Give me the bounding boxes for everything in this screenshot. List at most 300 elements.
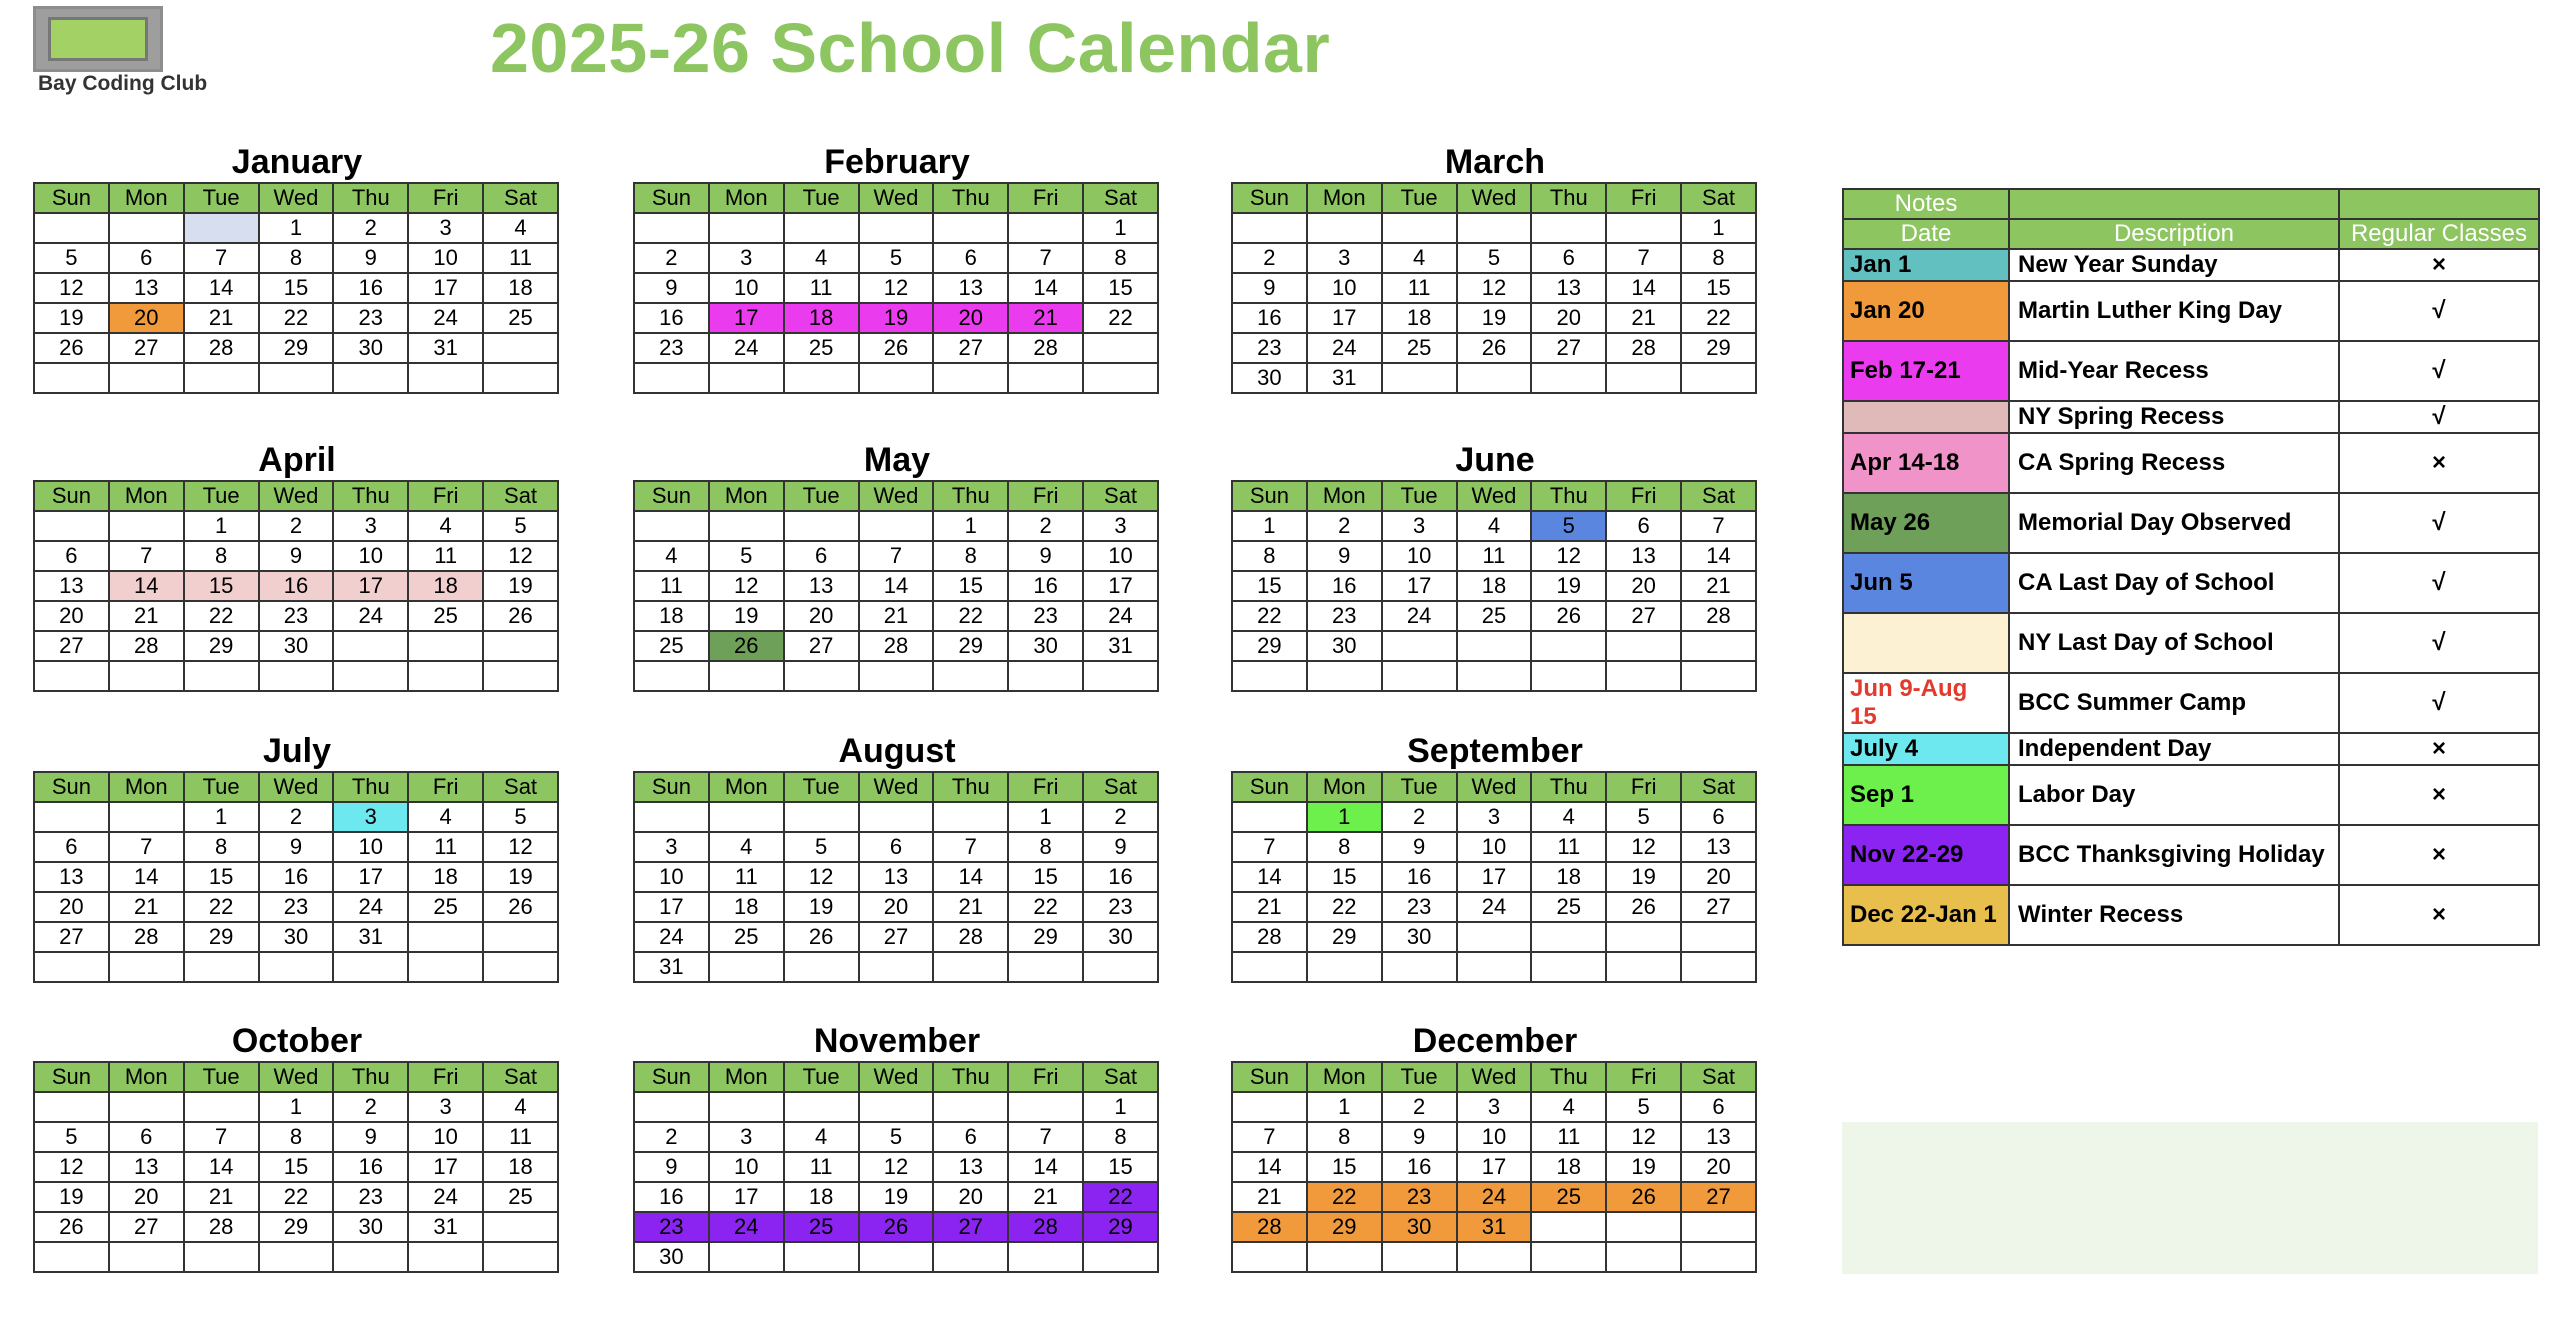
day-cell: 4 [408, 511, 483, 541]
day-cell: 12 [859, 273, 934, 303]
day-cell: 7 [1008, 243, 1083, 273]
day-cell: 15 [1008, 862, 1083, 892]
day-cell: 13 [34, 862, 109, 892]
legend-date: July 4 [1843, 733, 2009, 765]
day-cell: 26 [1606, 892, 1681, 922]
day-cell [784, 1092, 859, 1122]
month-title: July [262, 732, 332, 770]
weekday-header: Mon [109, 1062, 184, 1092]
weekday-header: Tue [184, 183, 259, 213]
day-cell: 23 [259, 892, 334, 922]
day-cell: 6 [1606, 511, 1681, 541]
month-table [1231, 480, 1757, 692]
day-cell: 8 [1232, 541, 1307, 571]
weekday-header: Wed [1457, 1062, 1532, 1092]
day-cell: 16 [1008, 571, 1083, 601]
day-cell [859, 213, 934, 243]
day-cell: 7 [1606, 243, 1681, 273]
day-cell: 24 [1382, 601, 1457, 631]
day-cell: 14 [184, 273, 259, 303]
day-cell: 16 [634, 1182, 709, 1212]
day-cell [634, 661, 709, 691]
day-cell: 30 [1382, 922, 1457, 952]
day-cell: 20 [34, 892, 109, 922]
day-cell: 16 [1382, 862, 1457, 892]
weekday-header: Fri [1008, 183, 1083, 213]
day-cell: 11 [634, 571, 709, 601]
day-cell: 17 [1382, 571, 1457, 601]
day-cell: 4 [1382, 243, 1457, 273]
month-january [33, 142, 561, 394]
weekday-header: Sat [1083, 481, 1158, 511]
day-cell: 6 [34, 541, 109, 571]
day-cell: 25 [634, 631, 709, 661]
day-cell: 20 [784, 601, 859, 631]
day-cell: 4 [784, 243, 859, 273]
day-cell [408, 922, 483, 952]
day-cell: 10 [408, 1122, 483, 1152]
day-cell: 26 [709, 631, 784, 661]
day-cell: 22 [1083, 1182, 1158, 1212]
weekday-header: Sun [34, 1062, 109, 1092]
day-cell: 13 [1606, 541, 1681, 571]
day-cell [1382, 213, 1457, 243]
day-cell: 23 [1382, 1182, 1457, 1212]
day-cell: 7 [1232, 1122, 1307, 1152]
day-cell: 20 [859, 892, 934, 922]
day-cell [1382, 1242, 1457, 1272]
day-cell [1382, 631, 1457, 661]
day-cell: 15 [184, 862, 259, 892]
day-cell [1008, 213, 1083, 243]
day-cell: 1 [1008, 802, 1083, 832]
day-cell: 9 [259, 541, 334, 571]
day-cell [109, 1092, 184, 1122]
day-cell [34, 952, 109, 982]
day-cell: 17 [1457, 1152, 1532, 1182]
day-cell: 18 [483, 273, 558, 303]
legend-notes-label: Notes [1843, 189, 2009, 219]
weekday-header: Fri [1008, 481, 1083, 511]
legend-description: CA Spring Recess [2009, 433, 2339, 493]
day-cell [1008, 661, 1083, 691]
weekday-header: Thu [1531, 481, 1606, 511]
weekday-header: Sun [1232, 183, 1307, 213]
day-cell: 12 [1606, 1122, 1681, 1152]
day-cell [1457, 213, 1532, 243]
day-cell: 21 [1606, 303, 1681, 333]
day-cell: 12 [483, 832, 558, 862]
day-cell: 18 [1382, 303, 1457, 333]
day-cell: 18 [1457, 571, 1532, 601]
day-cell: 1 [1681, 213, 1756, 243]
day-cell: 19 [34, 1182, 109, 1212]
day-cell [784, 661, 859, 691]
day-cell: 3 [333, 511, 408, 541]
day-cell: 6 [1681, 1092, 1756, 1122]
day-cell: 7 [859, 541, 934, 571]
legend-row [1843, 765, 2539, 825]
day-cell: 14 [1606, 273, 1681, 303]
weekday-header: Mon [109, 772, 184, 802]
day-cell: 11 [709, 862, 784, 892]
weekday-header: Thu [1531, 183, 1606, 213]
day-cell: 5 [34, 1122, 109, 1152]
day-cell [1681, 661, 1756, 691]
day-cell: 23 [1382, 892, 1457, 922]
day-cell [784, 1242, 859, 1272]
day-cell: 24 [408, 303, 483, 333]
day-cell [408, 1242, 483, 1272]
day-cell [1232, 1242, 1307, 1272]
day-cell: 5 [1531, 511, 1606, 541]
month-table [33, 480, 559, 692]
day-cell: 24 [709, 333, 784, 363]
day-cell: 28 [109, 631, 184, 661]
day-cell: 22 [1307, 1182, 1382, 1212]
x-icon: × [2339, 885, 2539, 945]
day-cell [1307, 952, 1382, 982]
day-cell [184, 363, 259, 393]
weekday-header: Tue [184, 481, 259, 511]
legend-row [1843, 493, 2539, 553]
weekday-header: Mon [1307, 1062, 1382, 1092]
day-cell: 28 [933, 922, 1008, 952]
day-cell: 10 [634, 862, 709, 892]
day-cell: 4 [1457, 511, 1532, 541]
day-cell: 2 [1008, 511, 1083, 541]
day-cell: 7 [109, 832, 184, 862]
day-cell: 13 [933, 1152, 1008, 1182]
weekday-header: Mon [109, 183, 184, 213]
month-table [633, 1061, 1159, 1273]
weekday-header: Sun [1232, 481, 1307, 511]
day-cell: 26 [784, 922, 859, 952]
day-cell: 25 [1457, 601, 1532, 631]
check-icon: √ [2339, 673, 2539, 733]
day-cell: 16 [333, 1152, 408, 1182]
day-cell: 21 [933, 892, 1008, 922]
day-cell: 12 [1606, 832, 1681, 862]
day-cell: 26 [1606, 1182, 1681, 1212]
day-cell: 30 [1008, 631, 1083, 661]
legend-description: Winter Recess [2009, 885, 2339, 945]
day-cell [1606, 952, 1681, 982]
day-cell: 22 [184, 892, 259, 922]
day-cell: 3 [709, 1122, 784, 1152]
day-cell [34, 1242, 109, 1272]
day-cell: 9 [1382, 832, 1457, 862]
weekday-header: Tue [1382, 1062, 1457, 1092]
day-cell: 11 [483, 243, 558, 273]
day-cell: 6 [109, 1122, 184, 1152]
weekday-header: Fri [1606, 481, 1681, 511]
day-cell [1232, 1092, 1307, 1122]
day-cell [933, 1092, 1008, 1122]
legend-row [1843, 433, 2539, 493]
month-title: October [231, 1022, 363, 1060]
day-cell: 4 [408, 802, 483, 832]
day-cell [483, 922, 558, 952]
day-cell [259, 952, 334, 982]
day-cell [483, 333, 558, 363]
day-cell: 15 [1083, 1152, 1158, 1182]
day-cell: 30 [259, 922, 334, 952]
month-july [33, 731, 561, 983]
weekday-header: Sun [1232, 1062, 1307, 1092]
check-icon: √ [2339, 493, 2539, 553]
legend-date: Jan 20 [1843, 281, 2009, 341]
day-cell [1681, 952, 1756, 982]
day-cell [1307, 1242, 1382, 1272]
day-cell: 6 [933, 243, 1008, 273]
day-cell [1606, 213, 1681, 243]
day-cell [1681, 1212, 1756, 1242]
day-cell [859, 952, 934, 982]
weekday-header: Tue [184, 1062, 259, 1092]
day-cell: 18 [784, 1182, 859, 1212]
day-cell: 17 [634, 892, 709, 922]
day-cell [1232, 213, 1307, 243]
day-cell: 14 [109, 571, 184, 601]
day-cell: 31 [408, 1212, 483, 1242]
month-table [1231, 771, 1757, 983]
day-cell: 22 [1232, 601, 1307, 631]
day-cell [1606, 661, 1681, 691]
day-cell: 17 [408, 1152, 483, 1182]
day-cell: 2 [333, 1092, 408, 1122]
day-cell [1606, 631, 1681, 661]
day-cell: 24 [1307, 333, 1382, 363]
day-cell: 16 [634, 303, 709, 333]
month-title: April [258, 441, 336, 479]
day-cell [1457, 661, 1532, 691]
day-cell [1083, 661, 1158, 691]
day-cell [634, 802, 709, 832]
day-cell: 6 [933, 1122, 1008, 1152]
day-cell [34, 213, 109, 243]
weekday-header: Sun [34, 481, 109, 511]
weekday-header: Tue [1382, 772, 1457, 802]
day-cell: 7 [109, 541, 184, 571]
day-cell [933, 1242, 1008, 1272]
day-cell: 7 [184, 243, 259, 273]
legend-row [1843, 885, 2539, 945]
legend-description: CA Last Day of School [2009, 553, 2339, 613]
month-title: November [813, 1022, 981, 1060]
day-cell: 5 [859, 243, 934, 273]
legend-row [1843, 249, 2539, 281]
weekday-header: Mon [109, 481, 184, 511]
weekday-header: Tue [784, 481, 859, 511]
day-cell: 30 [1232, 363, 1307, 393]
day-cell: 19 [859, 1182, 934, 1212]
day-cell: 1 [933, 511, 1008, 541]
day-cell [333, 631, 408, 661]
day-cell: 9 [333, 243, 408, 273]
day-cell [859, 1242, 934, 1272]
day-cell [184, 661, 259, 691]
day-cell: 6 [859, 832, 934, 862]
day-cell: 22 [1008, 892, 1083, 922]
weekday-header: Sun [1232, 772, 1307, 802]
day-cell [34, 802, 109, 832]
day-cell [1008, 952, 1083, 982]
legend-date [1843, 613, 2009, 673]
day-cell [1382, 363, 1457, 393]
day-cell: 22 [184, 601, 259, 631]
weekday-header: Mon [1307, 183, 1382, 213]
day-cell: 26 [483, 892, 558, 922]
day-cell: 18 [1531, 862, 1606, 892]
day-cell: 15 [1232, 571, 1307, 601]
day-cell: 21 [109, 601, 184, 631]
day-cell: 29 [259, 1212, 334, 1242]
legend-row [1843, 673, 2539, 733]
day-cell: 11 [483, 1122, 558, 1152]
day-cell: 4 [784, 1122, 859, 1152]
day-cell: 24 [634, 922, 709, 952]
day-cell: 9 [634, 273, 709, 303]
day-cell: 23 [1083, 892, 1158, 922]
day-cell [1531, 661, 1606, 691]
day-cell: 2 [1382, 1092, 1457, 1122]
day-cell [634, 1092, 709, 1122]
day-cell: 16 [1382, 1152, 1457, 1182]
day-cell [109, 213, 184, 243]
day-cell [109, 952, 184, 982]
month-table [33, 771, 559, 983]
legend-date: May 26 [1843, 493, 2009, 553]
day-cell: 3 [1457, 802, 1532, 832]
day-cell: 13 [1531, 273, 1606, 303]
day-cell: 16 [1083, 862, 1158, 892]
weekday-header: Tue [784, 772, 859, 802]
weekday-header: Sat [1681, 481, 1756, 511]
day-cell: 2 [1307, 511, 1382, 541]
day-cell [634, 363, 709, 393]
day-cell: 31 [1457, 1212, 1532, 1242]
day-cell [784, 511, 859, 541]
day-cell [34, 363, 109, 393]
weekday-header: Sat [483, 1062, 558, 1092]
weekday-header: Sun [34, 183, 109, 213]
legend-regular-header: Regular Classes [2339, 219, 2539, 249]
day-cell [1232, 952, 1307, 982]
day-cell: 4 [1531, 1092, 1606, 1122]
day-cell: 12 [34, 273, 109, 303]
day-cell: 20 [109, 303, 184, 333]
day-cell: 13 [109, 273, 184, 303]
month-december [1231, 1021, 1759, 1273]
legend-row [1843, 553, 2539, 613]
day-cell: 10 [1083, 541, 1158, 571]
day-cell [1382, 661, 1457, 691]
legend-description: NY Last Day of School [2009, 613, 2339, 673]
day-cell: 1 [1083, 1092, 1158, 1122]
day-cell: 5 [859, 1122, 934, 1152]
weekday-header: Wed [859, 183, 934, 213]
weekday-header: Fri [408, 772, 483, 802]
day-cell: 1 [1083, 213, 1158, 243]
day-cell [483, 1212, 558, 1242]
day-cell: 6 [784, 541, 859, 571]
x-icon: × [2339, 433, 2539, 493]
day-cell: 23 [333, 303, 408, 333]
day-cell [1008, 1242, 1083, 1272]
day-cell: 17 [333, 571, 408, 601]
day-cell: 11 [784, 1152, 859, 1182]
day-cell [709, 213, 784, 243]
day-cell: 7 [184, 1122, 259, 1152]
weekday-header: Mon [1307, 772, 1382, 802]
day-cell [1307, 661, 1382, 691]
day-cell: 16 [333, 273, 408, 303]
day-cell: 8 [1307, 1122, 1382, 1152]
legend-row [1843, 613, 2539, 673]
day-cell [1457, 922, 1532, 952]
weekday-header: Fri [1606, 183, 1681, 213]
day-cell: 31 [634, 952, 709, 982]
legend-date-header: Date [1843, 219, 2009, 249]
weekday-header: Sun [634, 481, 709, 511]
day-cell: 9 [1083, 832, 1158, 862]
day-cell: 15 [933, 571, 1008, 601]
day-cell: 10 [1457, 1122, 1532, 1152]
day-cell: 29 [1008, 922, 1083, 952]
day-cell [109, 661, 184, 691]
weekday-header: Thu [933, 481, 1008, 511]
day-cell: 6 [109, 243, 184, 273]
day-cell [709, 1242, 784, 1272]
day-cell [109, 511, 184, 541]
day-cell: 16 [1232, 303, 1307, 333]
day-cell: 16 [259, 571, 334, 601]
check-icon: √ [2339, 613, 2539, 673]
weekday-header: Fri [408, 183, 483, 213]
legend-description: Martin Luther King Day [2009, 281, 2339, 341]
day-cell [483, 952, 558, 982]
month-may [633, 440, 1161, 692]
day-cell: 20 [34, 601, 109, 631]
day-cell: 10 [1382, 541, 1457, 571]
day-cell: 2 [634, 243, 709, 273]
check-icon: √ [2339, 341, 2539, 401]
month-table [633, 771, 1159, 983]
day-cell: 24 [1457, 1182, 1532, 1212]
day-cell: 13 [784, 571, 859, 601]
day-cell: 25 [1531, 892, 1606, 922]
weekday-header: Thu [333, 183, 408, 213]
weekday-header: Wed [1457, 481, 1532, 511]
day-cell: 5 [1606, 802, 1681, 832]
weekday-header: Wed [1457, 183, 1532, 213]
day-cell: 1 [259, 1092, 334, 1122]
day-cell: 3 [408, 1092, 483, 1122]
day-cell: 24 [1083, 601, 1158, 631]
day-cell [1307, 213, 1382, 243]
day-cell: 1 [184, 802, 259, 832]
day-cell: 5 [483, 511, 558, 541]
day-cell: 29 [1307, 1212, 1382, 1242]
weekday-header: Sat [483, 772, 558, 802]
day-cell: 21 [1681, 571, 1756, 601]
day-cell: 18 [483, 1152, 558, 1182]
day-cell [333, 661, 408, 691]
day-cell: 21 [1008, 303, 1083, 333]
legend-description: BCC Summer Camp [2009, 673, 2339, 733]
day-cell: 17 [1457, 862, 1532, 892]
